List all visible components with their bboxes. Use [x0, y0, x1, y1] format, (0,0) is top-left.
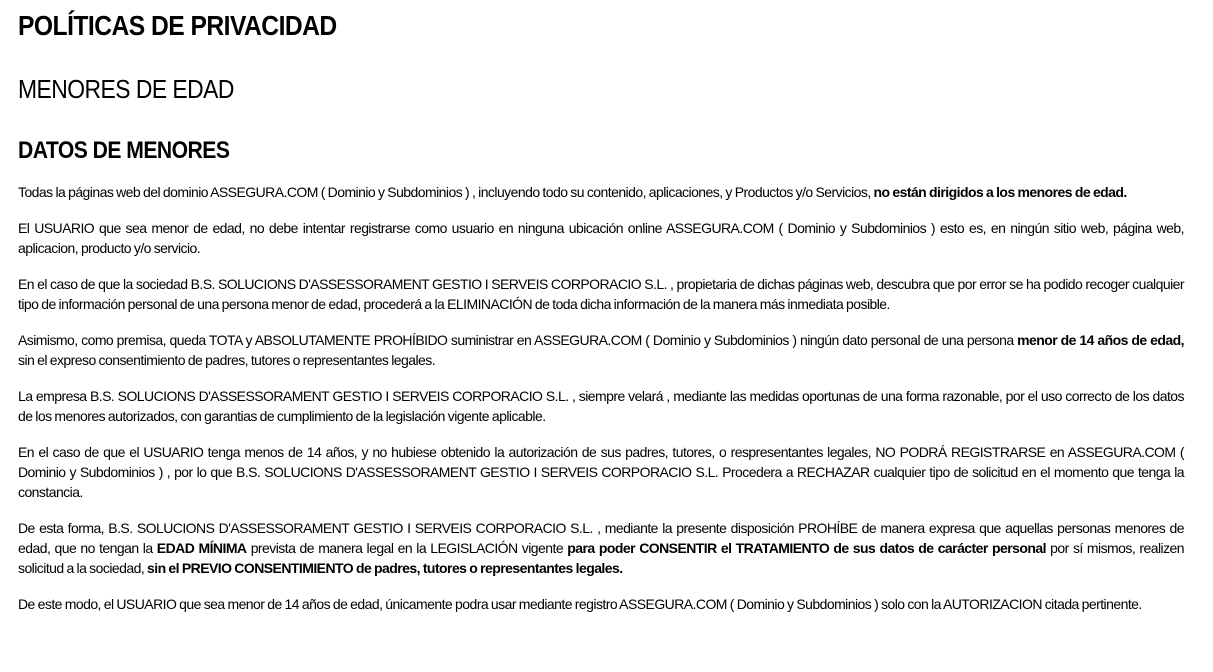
paragraph-prohibition: [18, 330, 1184, 370]
paragraph-data-elimination: [18, 274, 1184, 314]
section-heading-minors: MENORES DE EDAD: [18, 74, 234, 104]
paragraph-text: En el caso de que el USUARIO tenga menos de 14 años, y no hubiese obtenido la autorización de sus padres, tutores, o respresentantes legales, NO PODRÁ REGISTRARSE en ASSEGURA.COM ( Dominio y Subdominios ) , por lo que B.S. SOLUCIONS D'ASSESSORAMENT GESTIO I SERVEIS CORPORACIO S.L. Procedera a RECHAZAR cualquier tipo de solicitud en el momento que tenga la constancia.: [18, 444, 1184, 500]
emphasis-text: menor de 14 años de edad,: [1017, 332, 1184, 348]
emphasis-text: sin el PREVIO CONSENTIMIENTO de padres, tutores o representantes legales.: [147, 560, 623, 576]
paragraph-authorization: [18, 594, 1184, 614]
emphasis-text: para poder CONSENTIR el TRATAMIENTO de sus datos de carácter personal: [567, 540, 1046, 556]
paragraph-text: El USUARIO que sea menor de edad, no debe intentar registrarse como usuario en ninguna ubicación online ASSEGURA.COM ( Dominio y Subdominios ) esto es, en ningún sitio web, página web, aplicacion, producto y/o servicio.: [18, 220, 1184, 256]
paragraph-text: De esta forma, B.S. SOLUCIONS D'ASSESSORAMENT GESTIO I SERVEIS CORPORACIO S.L. , mediante la presente disposición PROHÍBE de manera expresa que aquellas personas menores de edad, que no tengan la: [18, 520, 1184, 556]
paragraph-minimum-age: [18, 518, 1184, 578]
paragraph-company-care: [18, 386, 1184, 426]
paragraph-under-14: [18, 442, 1184, 502]
paragraph-text: sin el expreso consentimiento de padres, tutores o representantes legales.: [18, 352, 436, 368]
paragraph-text: por sí mismos, realizen solicitud a la sociedad,: [18, 540, 1185, 576]
policy-body: [18, 182, 1184, 614]
emphasis-text: no están dirigidos a los menores de edad.: [873, 184, 1127, 200]
paragraph-text: Todas la páginas web del dominio ASSEGURA.COM ( Dominio y Subdominios ) , incluyendo todo su contenido, aplicaciones, y Productos y/o Servicios,: [18, 184, 874, 200]
emphasis-text: EDAD MÍNIMA: [156, 540, 247, 556]
subsection-heading-minor-data: DATOS DE MENORES: [18, 137, 230, 164]
paragraph-text: Asimismo, como premisa, queda TOTA y ABSOLUTAMENTE PROHÍBIDO suministrar en ASSEGURA.COM ( Dominio y Subdominios ) ningún dato personal de una persona: [18, 332, 1018, 348]
paragraph-no-registration: [18, 218, 1184, 258]
paragraph-text: prevista de manera legal en la LEGISLACIÓN vigente: [246, 540, 568, 556]
paragraph-text: La empresa B.S. SOLUCIONS D'ASSESSORAMENT GESTIO I SERVEIS CORPORACIO S.L. , siempre velará , mediante las medidas oportunas de una forma razonable, por el uso correcto de los datos de los menores autorizados, con garantias de cumplimiento de la legislación vigente aplicable.: [18, 388, 1184, 424]
paragraph-not-directed-to-minors: [18, 182, 1184, 202]
paragraph-text: En el caso de que la sociedad B.S. SOLUCIONS D'ASSESSORAMENT GESTIO I SERVEIS CORPORACIO S.L. , propietaria de dichas páginas web, descubra que por error se ha podido recoger cualquier tipo de información personal de una persona menor de edad, procederá a la ELIMINACIÓN de toda dicha información de la manera más inmediata posible.: [18, 276, 1184, 312]
paragraph-text: De este modo, el USUARIO que sea menor de 14 años de edad, únicamente podra usar mediante registro ASSEGURA.COM ( Dominio y Subdominios ) solo con la AUTORIZACION citada pertinente.: [18, 596, 1142, 612]
page-title: POLÍTICAS DE PRIVACIDAD: [18, 10, 337, 41]
